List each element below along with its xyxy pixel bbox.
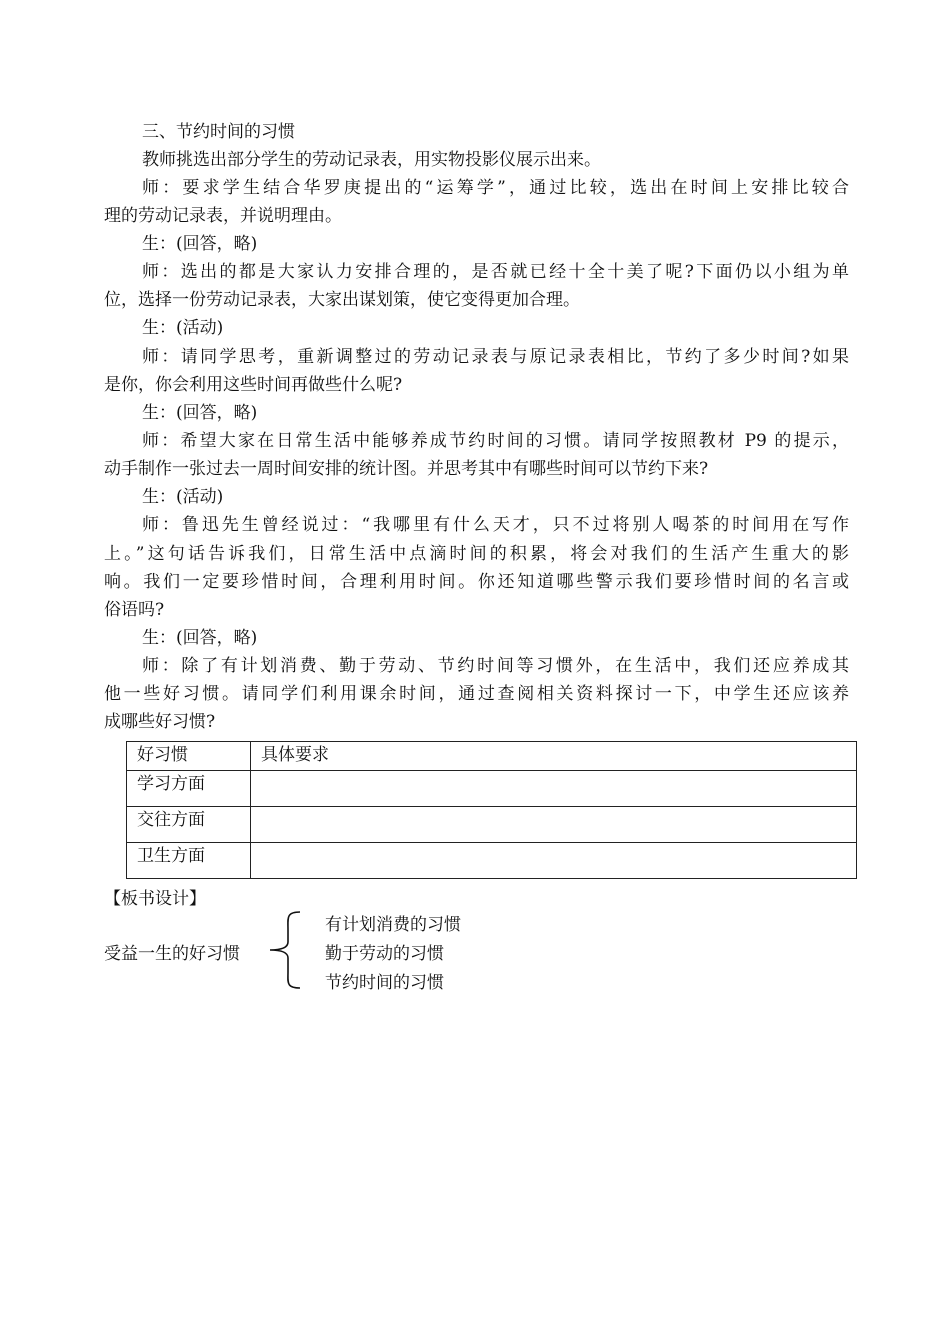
- board-item: 节约时间的习惯: [325, 973, 444, 993]
- paragraph-line: 生：(回答，略): [142, 403, 258, 423]
- board-item: 勤于劳动的习惯: [325, 944, 444, 964]
- table-row: [127, 807, 857, 843]
- paragraph-line: 师：希望大家在日常生活中能够养成节约时间的习惯。请同学按照教材 P9 的提示，: [142, 431, 849, 451]
- table-header-cell: 好习惯: [127, 742, 251, 771]
- habits-table: [126, 741, 857, 879]
- paragraph-line: 师：选出的都是大家认力安排合理的，是否就已经十全十美了呢?下面仍以小组为单: [142, 262, 849, 282]
- table-row: [127, 771, 857, 807]
- paragraph-line: 生：(活动): [142, 487, 224, 507]
- paragraph-line: 位，选择一份劳动记录表，大家出谋划策，使它变得更加合理。: [104, 290, 580, 310]
- table-cell: 交往方面: [127, 807, 251, 843]
- paragraph-line: 生：(活动): [142, 318, 224, 338]
- table-cell: [251, 771, 857, 807]
- paragraph-line: 理的劳动记录表，并说明理由。: [104, 206, 342, 226]
- table-header-row: [127, 742, 857, 771]
- paragraph-line: 动手制作一张过去一周时间安排的统计图。并思考其中有哪些时间可以节约下来?: [104, 459, 709, 479]
- table-cell: 学习方面: [127, 771, 251, 807]
- board-heading: 【板书设计】: [104, 889, 206, 909]
- paragraph-line: 上。”这句话告诉我们，日常生活中点滴时间的积累，将会对我们的生活产生重大的影: [104, 544, 849, 564]
- paragraph-line: 师：请同学思考，重新调整过的劳动记录表与原记录表相比，节约了多少时间?如果: [142, 347, 849, 367]
- paragraph-line: 俗语吗?: [104, 600, 165, 620]
- curly-brace-icon: [268, 910, 304, 990]
- paragraph-line: 师：除了有计划消费、勤于劳动、节约时间等习惯外，在生活中，我们还应养成其: [142, 656, 849, 676]
- table-cell: 卫生方面: [127, 843, 251, 879]
- paragraph-line: 是你，你会利用这些时间再做些什么呢?: [104, 375, 403, 395]
- table-row: [127, 843, 857, 879]
- paragraph-line: 成哪些好习惯?: [104, 712, 216, 732]
- paragraph-line: 教师挑选出部分学生的劳动记录表，用实物投影仪展示出来。: [142, 150, 601, 170]
- table-cell: [251, 807, 857, 843]
- table-header-cell: 具体要求: [251, 742, 857, 771]
- paragraph-line: 师：要求学生结合华罗庚提出的“运筹学”，通过比较，选出在时间上安排比较合: [142, 178, 849, 198]
- table-cell: [251, 843, 857, 879]
- section-heading: 三、节约时间的习惯: [142, 122, 295, 142]
- board-root-label: 受益一生的好习惯: [104, 944, 240, 964]
- paragraph-line: 生：(回答，略): [142, 628, 258, 648]
- paragraph-line: 师：鲁迅先生曾经说过：“我哪里有什么天才，只不过将别人喝茶的时间用在写作: [142, 515, 849, 535]
- paragraph-line: 他一些好习惯。请同学们利用课余时间，通过查阅相关资料探讨一下，中学生还应该养: [104, 684, 849, 704]
- board-item: 有计划消费的习惯: [325, 915, 461, 935]
- paragraph-line: 响。我们一定要珍惜时间，合理利用时间。你还知道哪些警示我们要珍惜时间的名言或: [104, 572, 849, 592]
- paragraph-line: 生：(回答，略): [142, 234, 258, 254]
